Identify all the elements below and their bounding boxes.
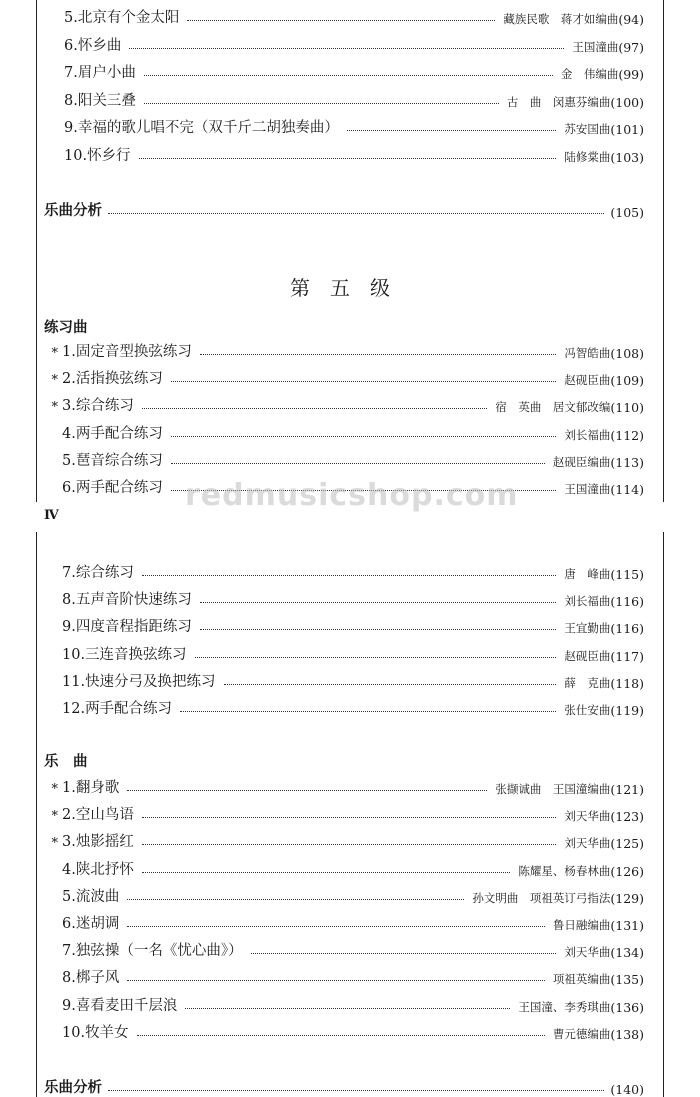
toc-entry[interactable] — [44, 555, 644, 582]
entry-credit: 张仕安曲 — [564, 703, 611, 717]
entry-number: 3. — [62, 398, 76, 415]
watermark: redmusicshop.com — [185, 478, 519, 513]
page-number: (99) — [618, 67, 644, 82]
analysis-title: 乐曲分析 — [44, 1080, 102, 1096]
leader-dots — [185, 1008, 510, 1009]
entry-credit: 赵砚臣曲 — [564, 648, 611, 663]
toc-entry[interactable] — [44, 361, 644, 388]
entry-number: 4. — [62, 425, 76, 442]
toc-entry[interactable] — [44, 797, 644, 824]
entry-credit: 刘长福曲 — [564, 427, 611, 442]
entry-title-text: 怀乡曲 — [77, 37, 122, 54]
entry-credit: 王宜勤曲 — [564, 621, 611, 636]
page-number: (123) — [610, 809, 644, 825]
entry-credit: 金 伟编曲 — [560, 67, 619, 81]
toc-entry[interactable] — [44, 55, 644, 82]
toc-entry[interactable] — [44, 28, 644, 55]
leader-dots — [144, 103, 499, 104]
page-number: (110) — [610, 400, 644, 416]
leader-dots — [127, 899, 464, 900]
entry-title-text: 综合练习 — [75, 565, 134, 581]
entry-credit: 孙文明曲 项祖英订弓指法 — [472, 890, 611, 905]
leader-dots — [108, 213, 604, 214]
entry-number: 6. — [62, 480, 76, 496]
entry-title-text: 阳关三叠 — [77, 92, 136, 109]
page-number: (103) — [610, 149, 644, 165]
entry-credit: 王国潼、李秀琪曲 — [518, 999, 611, 1014]
entry-credit: 宿 英曲 居文郁改编 — [495, 400, 611, 415]
entry-number: 2. — [62, 807, 76, 824]
leader-dots — [142, 844, 557, 845]
page-number: (115) — [610, 567, 644, 582]
entry-title — [58, 6, 183, 27]
section-heading-pieces: 乐 曲 — [44, 754, 88, 770]
entry-title-text: 烛影摇红 — [75, 834, 134, 851]
toc-entry[interactable] — [44, 960, 644, 987]
leader-dots — [224, 684, 557, 685]
entry-title-text: 怀乡行 — [87, 147, 131, 164]
entry-credit: 刘天华曲 — [564, 945, 611, 960]
entry-number: 4. — [62, 861, 76, 878]
toc-entry[interactable] — [44, 824, 644, 851]
entry-title — [58, 449, 167, 470]
entry-number: 9. — [64, 120, 78, 136]
toc-entry[interactable] — [44, 691, 644, 718]
entry-title — [58, 561, 138, 582]
entry-title — [58, 89, 140, 110]
page-number: (116) — [610, 594, 644, 610]
entry-number: 6. — [62, 916, 76, 932]
entry-title — [58, 830, 138, 851]
leader-dots — [127, 926, 545, 927]
entry-title — [58, 34, 125, 55]
entry-credit: 冯智皓曲 — [564, 346, 611, 360]
toc-entry[interactable] — [44, 906, 644, 933]
entry-title-text: 两手配合练习 — [85, 701, 173, 717]
entry-title-text: 北京有个金太阳 — [77, 10, 180, 26]
leader-dots — [180, 711, 556, 712]
entry-number: 7. — [62, 565, 76, 581]
entry-credit: 唐 峰曲 — [564, 567, 611, 581]
entry-title — [58, 966, 123, 987]
entry-title — [58, 615, 196, 636]
entry-credit: 古 曲 闵惠芬编曲 — [506, 94, 611, 109]
entry-credit: 陆修棠曲 — [564, 149, 611, 164]
entry-star-marker: * — [51, 782, 58, 797]
entry-title-text: 独弦操（一名《忧心曲》） — [75, 943, 243, 960]
entry-number: 5. — [62, 888, 76, 905]
entry-number: 10. — [64, 147, 88, 164]
leader-dots — [142, 817, 557, 818]
entry-title-text: 幸福的歌儿唱不完（双千斤二胡独奏曲） — [77, 120, 339, 136]
page-number: (101) — [610, 122, 644, 137]
entry-credit: 刘长福曲 — [564, 594, 611, 609]
toc-analysis-lower[interactable] — [44, 1073, 644, 1097]
entry-credit: 陈耀星、杨春林曲 — [518, 863, 611, 878]
entry-title — [58, 670, 220, 691]
entry-credit: 刘天华曲 — [564, 809, 611, 824]
entry-title-text: 翻身歌 — [75, 780, 120, 796]
entry-title-text: 五声音阶快速练习 — [75, 592, 192, 609]
entry-number: 5. — [62, 452, 76, 469]
leader-dots — [142, 872, 511, 873]
entry-number: 7. — [62, 943, 76, 960]
entry-title — [58, 912, 123, 933]
page-border-right-lower — [663, 532, 664, 1097]
toc-entry[interactable] — [44, 988, 644, 1015]
toc-entry[interactable] — [44, 1015, 644, 1042]
entry-credit: 赵砚臣曲 — [564, 373, 611, 388]
leader-dots — [171, 381, 557, 382]
leader-dots — [142, 408, 488, 409]
leader-dots — [137, 1035, 545, 1036]
entry-number: 7. — [64, 65, 78, 81]
toc-entry[interactable] — [44, 770, 644, 797]
entry-number: 3. — [62, 834, 76, 851]
leader-dots — [139, 158, 557, 159]
leader-dots — [200, 602, 557, 603]
entry-title-text: 琶音综合练习 — [75, 452, 163, 469]
entry-title-text: 空山鸟语 — [75, 807, 134, 824]
toc-entry[interactable] — [44, 334, 644, 361]
toc-entry[interactable] — [44, 582, 644, 609]
leader-dots — [108, 1090, 604, 1091]
toc-entry[interactable] — [44, 664, 644, 691]
entry-number: 8. — [62, 970, 76, 987]
page-number: (112) — [610, 427, 644, 443]
entry-title — [58, 885, 123, 906]
entry-title-text: 快速分弓及换把练习 — [85, 673, 216, 690]
toc-entry[interactable] — [44, 83, 644, 110]
section-heading-exercises: 练习曲 — [44, 320, 88, 336]
toc-entry[interactable] — [44, 637, 644, 664]
leader-dots — [142, 575, 557, 576]
entry-title-text: 陕北抒怀 — [75, 861, 134, 878]
entry-star-marker: * — [51, 400, 58, 416]
entry-title — [58, 994, 181, 1015]
entry-title — [58, 116, 343, 137]
toc-entry[interactable] — [44, 443, 644, 470]
entry-credit: 张撷诚曲 王国潼编曲 — [495, 782, 611, 796]
entry-title-text: 牧羊女 — [85, 1024, 129, 1041]
analysis-title: 乐曲分析 — [44, 203, 102, 219]
page-number: (119) — [610, 703, 644, 718]
page-number: (135) — [610, 972, 644, 988]
entry-number: 9. — [62, 997, 76, 1014]
page-number: (105) — [610, 205, 644, 220]
entry-number: 5. — [64, 10, 78, 26]
leader-dots — [200, 629, 557, 630]
toc-entry[interactable] — [44, 879, 644, 906]
entry-title-text: 迷胡调 — [75, 916, 120, 932]
entry-title-text: 三连音换弦练习 — [85, 646, 187, 663]
leader-dots — [144, 75, 553, 76]
page-number: (117) — [610, 648, 644, 664]
leader-dots — [347, 130, 557, 131]
roman-numeral-page-marker: Ⅳ — [44, 508, 59, 523]
page-border-left — [36, 0, 37, 502]
entry-title — [58, 858, 138, 879]
entry-title — [58, 697, 176, 718]
entry-credit: 赵砚臣编曲 — [552, 454, 611, 469]
page-number: (121) — [610, 782, 644, 797]
page-number: (140) — [610, 1082, 644, 1097]
leader-dots — [171, 463, 545, 464]
entry-title-text: 四度音程指距练习 — [75, 619, 192, 636]
entry-credit: 藏族民歌 蒋才如编曲 — [503, 12, 619, 26]
page-number: (125) — [610, 836, 644, 852]
entry-title-text: 喜看麦田千层浪 — [75, 997, 178, 1014]
entry-credit: 刘天华曲 — [564, 836, 611, 851]
page-number: (113) — [610, 454, 644, 470]
level-heading: 第五级 — [290, 276, 410, 300]
entry-number: 6. — [64, 37, 78, 54]
entry-title — [58, 367, 167, 388]
entry-credit: 项祖英编曲 — [552, 972, 611, 987]
entry-number: 1. — [62, 344, 76, 360]
page-number: (136) — [610, 999, 644, 1015]
page-border-right — [663, 0, 664, 502]
entry-number: 9. — [62, 619, 76, 636]
entry-number: 2. — [62, 371, 76, 388]
toc-entry[interactable] — [44, 852, 644, 879]
page-border-left-lower — [36, 532, 37, 1097]
leader-dots — [127, 790, 487, 791]
toc-analysis-upper[interactable] — [44, 196, 644, 220]
entry-title — [58, 476, 167, 497]
page-number: (114) — [610, 482, 644, 497]
entry-number: 10. — [62, 646, 86, 663]
entry-title-text: 流波曲 — [75, 888, 120, 905]
leader-dots — [171, 436, 557, 437]
entry-title-text: 两手配合练习 — [75, 425, 163, 442]
entry-title-text: 活指换弦练习 — [75, 371, 163, 388]
toc-entry[interactable] — [44, 110, 644, 137]
entry-title — [58, 776, 123, 797]
entry-credit: 王国潼曲 — [564, 482, 611, 496]
entry-star-marker: * — [51, 346, 58, 361]
toc-entry[interactable] — [44, 933, 644, 960]
entry-title-text: 综合练习 — [75, 398, 134, 415]
leader-dots — [129, 48, 564, 49]
entry-credit: 薛 克曲 — [564, 675, 611, 690]
entry-title-text: 眉户小曲 — [77, 65, 136, 81]
entry-title — [58, 61, 140, 82]
entry-star-marker: * — [51, 809, 58, 825]
entry-title-text: 梆子风 — [75, 970, 120, 987]
page-number: (138) — [610, 1026, 644, 1042]
entry-title-text: 两手配合练习 — [75, 480, 163, 496]
leader-dots — [127, 980, 545, 981]
page-number: (108) — [610, 346, 644, 361]
toc-entry[interactable] — [44, 609, 644, 636]
entry-credit: 苏安国曲 — [564, 122, 611, 136]
page-number: (134) — [610, 945, 644, 961]
entry-number: 12. — [62, 701, 86, 717]
leader-dots — [200, 354, 557, 355]
toc-entry[interactable] — [44, 138, 644, 165]
entry-title — [58, 588, 196, 609]
page-number: (100) — [610, 94, 644, 110]
leader-dots — [195, 657, 557, 658]
toc-entry[interactable] — [44, 0, 644, 27]
page-number: (129) — [610, 890, 644, 906]
page-number: (94) — [618, 12, 644, 27]
page-number: (97) — [618, 39, 644, 55]
toc-entry[interactable] — [44, 388, 644, 415]
page-number: (118) — [610, 675, 644, 691]
entry-title — [58, 144, 135, 165]
entry-title — [58, 643, 191, 664]
entry-title — [58, 803, 138, 824]
entry-number: 10. — [62, 1024, 86, 1041]
toc-entry[interactable] — [44, 416, 644, 443]
entry-number: 8. — [62, 592, 76, 609]
leader-dots — [251, 953, 557, 954]
entry-title — [58, 340, 196, 361]
page-number: (126) — [610, 863, 644, 879]
entry-title — [58, 939, 247, 960]
entry-credit: 曹元德编曲 — [552, 1026, 611, 1041]
entry-number: 11. — [62, 673, 86, 690]
entry-credit: 王国潼曲 — [572, 39, 619, 54]
entry-number: 8. — [64, 92, 78, 109]
entry-title — [58, 394, 138, 415]
leader-dots — [187, 20, 495, 21]
page-number: (116) — [610, 621, 644, 637]
entry-title — [58, 422, 167, 443]
entry-star-marker: * — [51, 373, 58, 389]
entry-title — [58, 1021, 133, 1042]
entry-credit: 鲁日融编曲 — [552, 918, 611, 932]
entry-star-marker: * — [51, 836, 58, 852]
entry-title-text: 固定音型换弦练习 — [75, 344, 192, 360]
page-number: (109) — [610, 373, 644, 389]
entry-number: 1. — [62, 780, 76, 796]
page-number: (131) — [610, 918, 644, 933]
